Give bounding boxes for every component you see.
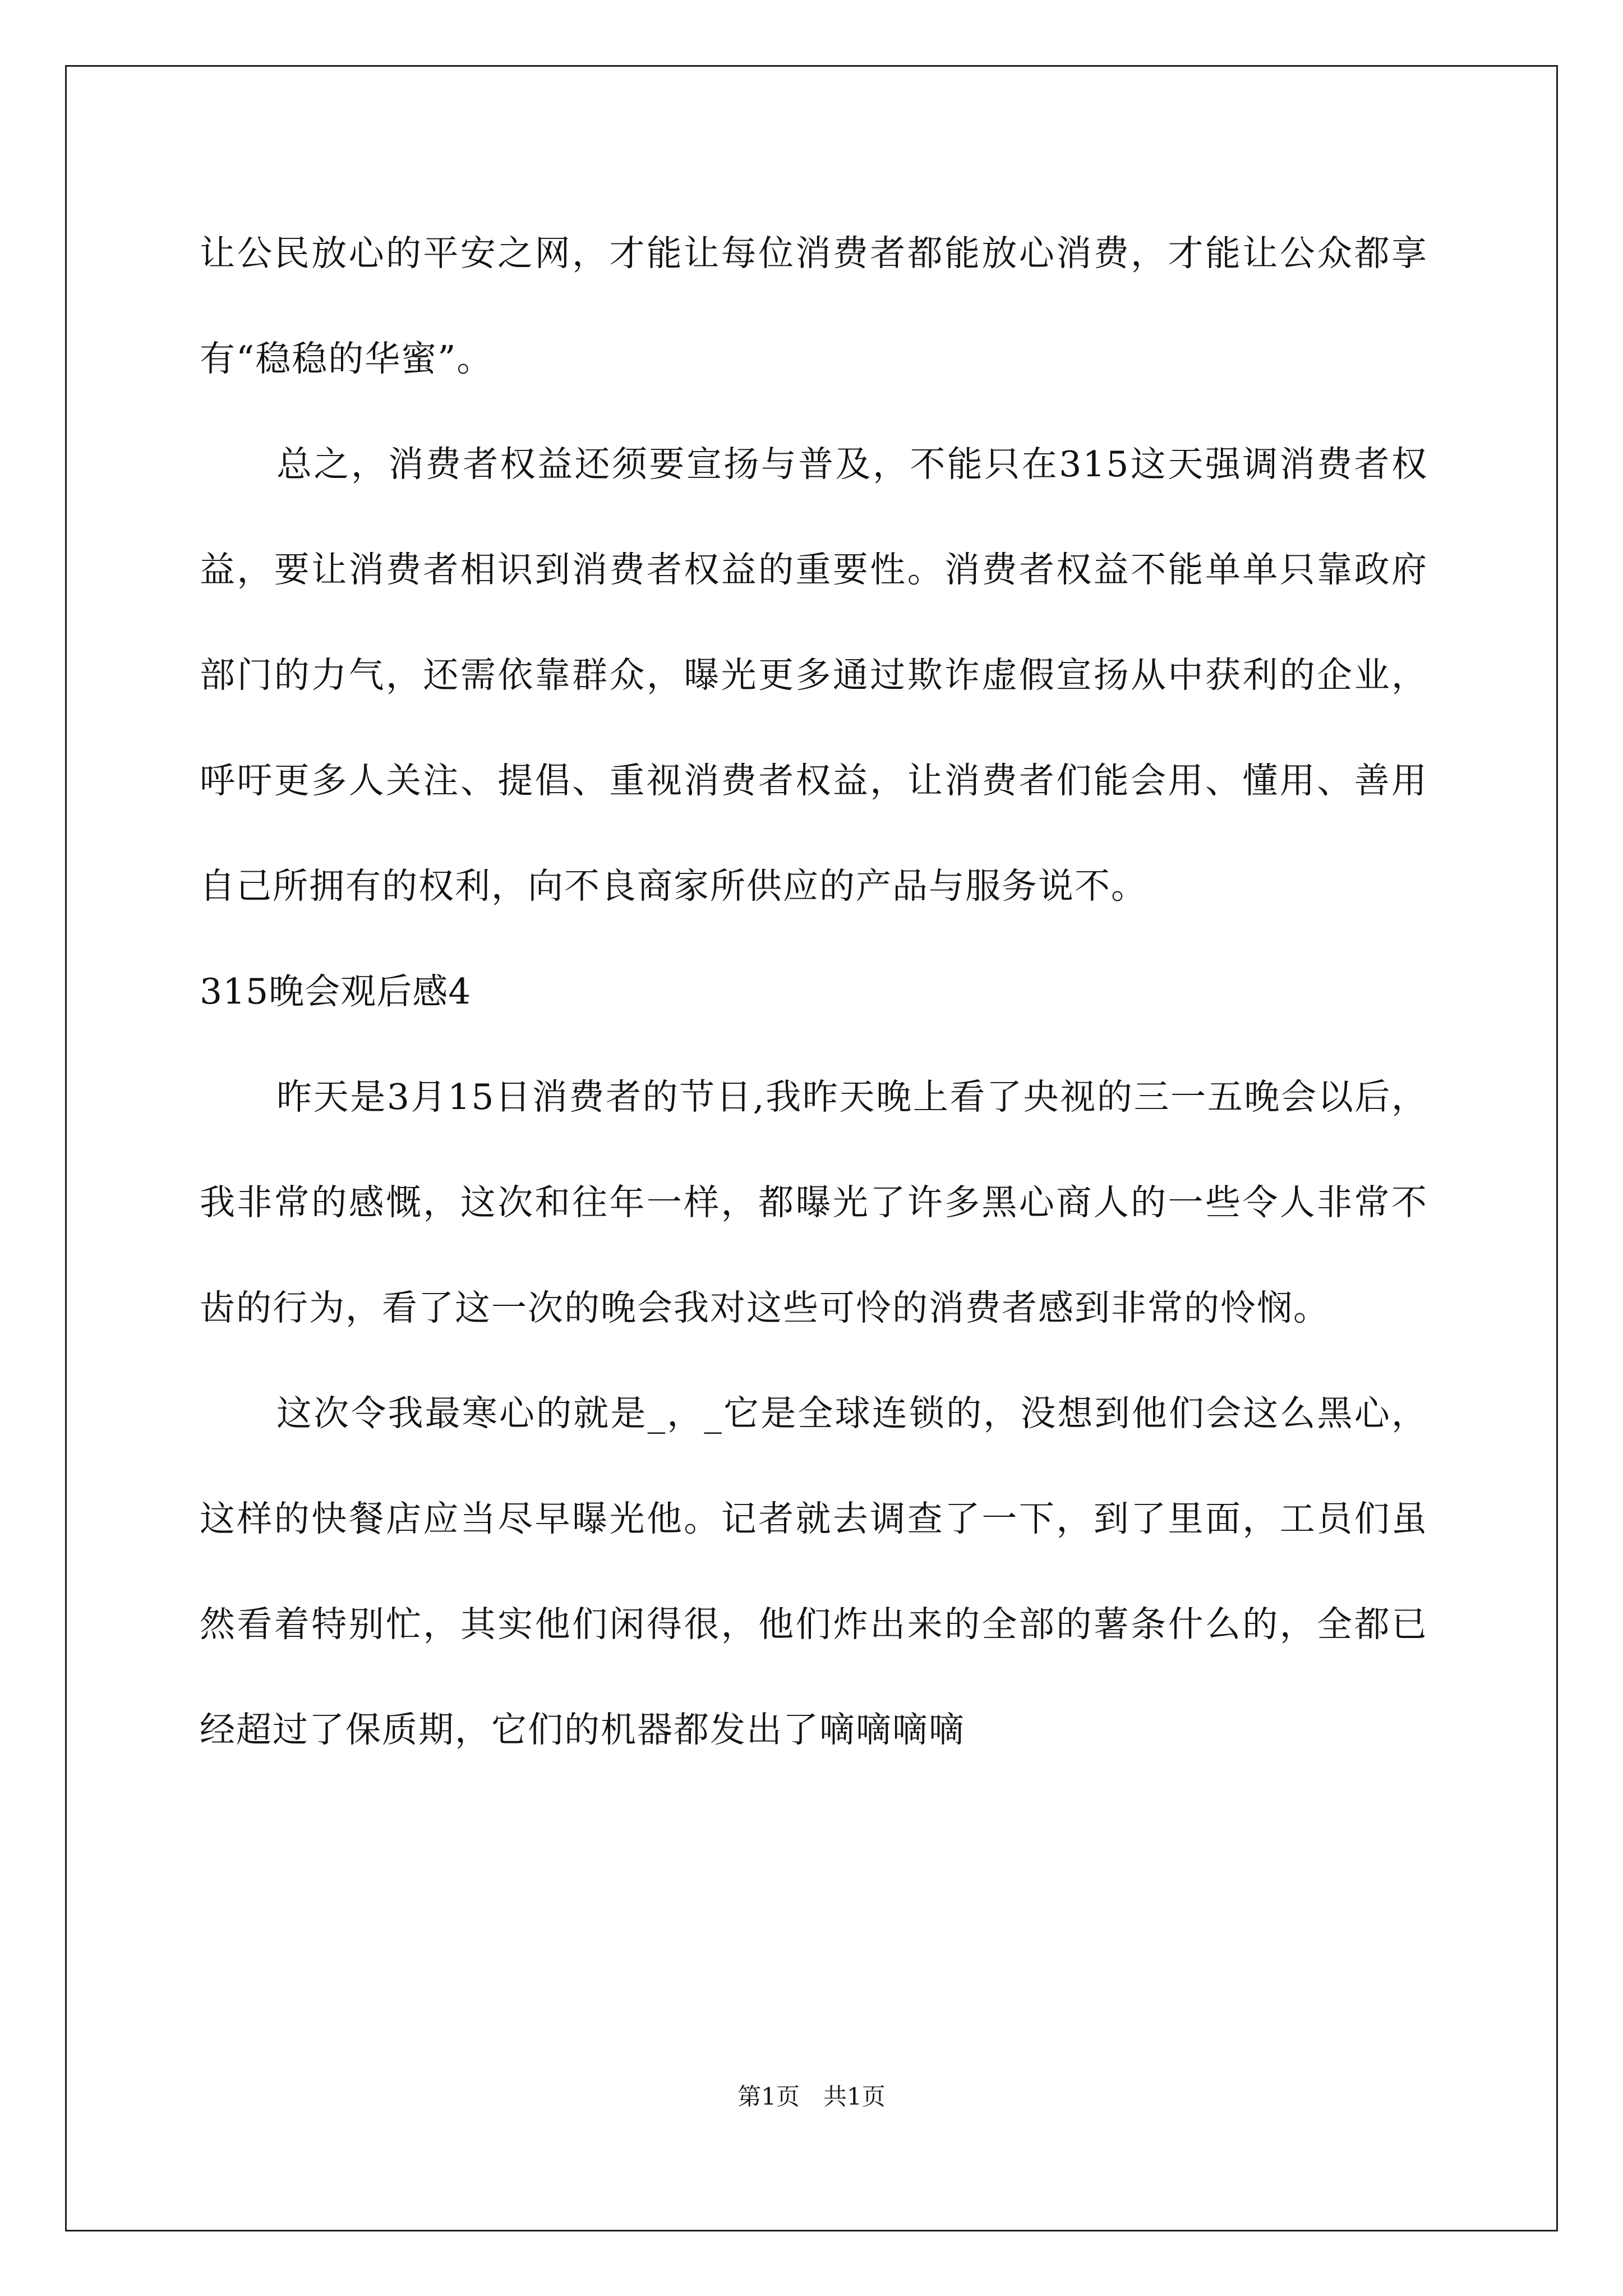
paragraph-story: 这次令我最寒心的就是_，_它是全球连锁的，没想到他们会这么黑心，这样的快餐店应当尽早曝光他。记者就去调查了一下，到了里面，工员们虽然看着特别忙，其实他们闲得很，他们炸出来的全部的薯条什么的，全都已经超过了保质期，它们的机器都发出了嘀嘀嘀嘀	[200, 1393, 1428, 1750]
document-body	[200, 201, 1428, 1783]
section-heading: 315晚会观后感4	[200, 971, 472, 1012]
paragraph-summary: 总之，消费者权益还须要宣扬与普及，不能只在315这天强调消费者权益，要让消费者相识到消费者权益的重要性。消费者权益不能单单只靠政府部门的力气，还需依靠群众，曝光更多通过欺诈虚假宣扬从中获利的企业，呼吁更多人关注、提倡、重视消费者权益，让消费者们能会用、懂用、善用自己所拥有的权利，向不良商家所供应的产品与服务说不。	[200, 444, 1428, 907]
paragraph-intro: 昨天是3月15日消费者的节日,我昨天晚上看了央视的三一五晚会以后，我非常的感慨，这次和往年一样，都曝光了许多黑心商人的一些令人非常不齿的行为，看了这一次的晚会我对这些可怜的消费者感到非常的怜悯。	[200, 1076, 1428, 1328]
page-footer	[0, 2078, 1623, 2112]
paragraph-continuation: 让公民放心的平安之网，才能让每位消费者都能放心消费，才能让公众都享有“稳稳的华蜜”。	[200, 233, 1428, 379]
page-number-label: 第1页 共1页	[737, 2083, 886, 2110]
